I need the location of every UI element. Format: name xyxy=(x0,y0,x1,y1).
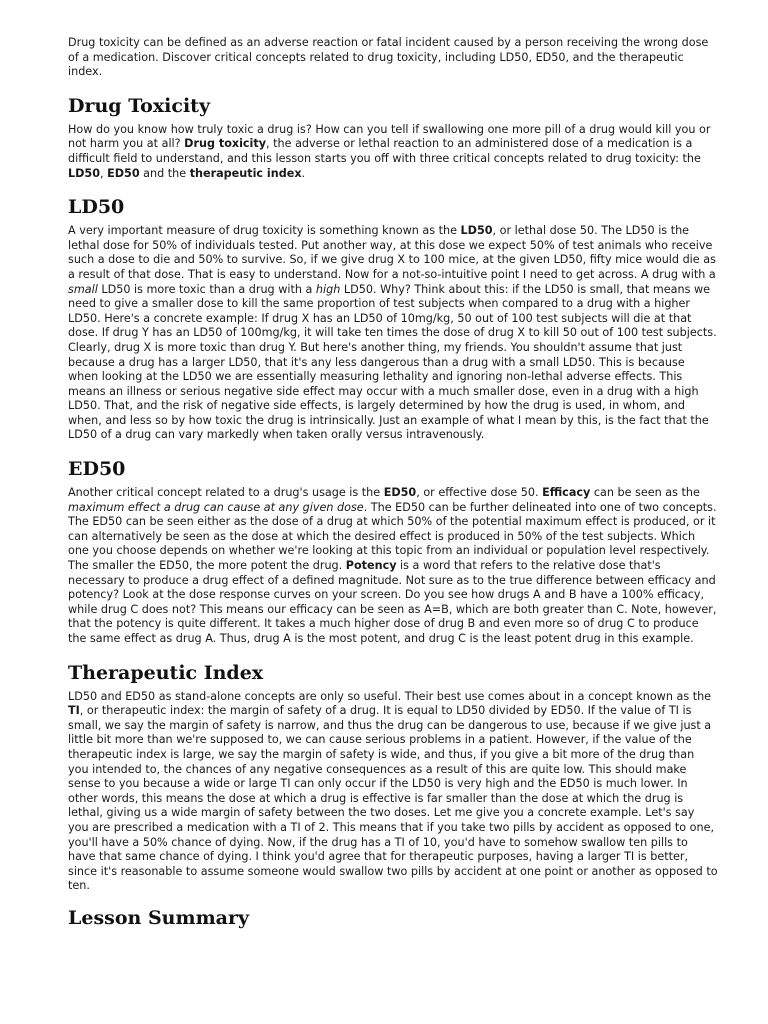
bold-term: TI xyxy=(68,704,80,718)
heading-therapeutic-index: Therapeutic Index xyxy=(68,661,264,684)
bold-term: ED50 xyxy=(107,166,140,180)
intro-paragraph: Drug toxicity can be defined as an adverse reaction or fatal incident caused by a person receiving the wrong dose of a medication. Discover critical concepts related to drug toxicity, including LD50, ED50, and the therapeutic index. xyxy=(68,36,709,79)
ed50-paragraph xyxy=(68,486,718,647)
bold-term: Potency xyxy=(345,559,397,573)
text-run: can be seen as the xyxy=(590,486,700,500)
text-run: Another critical concept related to a drug's usage is the xyxy=(68,486,384,500)
text-run: , or effective dose 50. xyxy=(416,486,543,500)
bold-term: therapeutic index xyxy=(189,166,302,180)
text-run: , xyxy=(99,166,108,180)
italic-phrase: high xyxy=(315,282,341,296)
drug-toxicity-paragraph xyxy=(68,123,718,181)
therapeutic-index-paragraph xyxy=(68,690,718,894)
text-run: . xyxy=(301,166,306,180)
text-run: , or lethal dose 50. The LD50 is the lethal dose for 50% of individuals tested. Put another way, at this dose we expect 50% of test animals who receive such a dose to die and 50% to survive. So, if we give drug X to 100 mice, at the given LD50, fifty mice would die as a result of that dose. That is easy to understand. Now for a not-so-intuitive point I need to get across. A drug with a xyxy=(68,224,716,281)
text-run: , or therapeutic index: the margin of safety of a drug. It is equal to LD50 divided by ED50. If the value of TI is small, we say the margin of safety is narrow, and thus the drug can be dangerous to use, because if we give just a little bit more than we're supposed to, we can cause serious problems in a patient. However, if the value of the therapeutic index is large, we say the margin of safety is wide, and thus, if you give a bit more of the drug than you intended to, the chances of any negative consequences as a result of this are quite low. This should make sense to you because a wide or large TI can only occur if the LD50 is very high and the ED50 is much lower. In other words, this means the dose at which a drug is effective is far smaller than the dose at which the drug is lethal, giving us a wide margin of safety between the two doses. Let me give you a concrete example. Let's say you are prescribed a medication with a TI of 2. This means that if you take two pills by accident as opposed to one, you'll have a 50% chance of dying. Now, if the drug has a TI of 10, you'd have to somehow swallow ten pills to have that same chance of dying. I think you'd agree that for therapeutic purposes, having a larger TI is better, since it's reasonable to assume someone would swallow two pills by accident at one point or another as opposed to ten. xyxy=(68,704,718,893)
text-run: and the xyxy=(139,166,190,180)
bold-term: LD50 xyxy=(460,224,493,238)
text-run: , the adverse or lethal reaction to an administered dose of a medication is a difficult field to understand, and this lesson starts you off with three critical concepts related to drug toxicity: the xyxy=(68,137,701,165)
text-run: A very important measure of drug toxicity is something known as the xyxy=(68,224,461,238)
text-run: LD50 is more toxic than a drug with a xyxy=(97,282,316,296)
italic-phrase: maximum effect a drug can cause at any given dose xyxy=(68,500,364,514)
heading-drug-toxicity: Drug Toxicity xyxy=(68,94,210,117)
text-run: LD50 and ED50 as stand-alone concepts are only so useful. Their best use comes about in a concept known as the xyxy=(68,689,712,703)
italic-phrase: small xyxy=(68,282,98,296)
bold-term: ED50 xyxy=(383,486,417,500)
bold-term: Efficacy xyxy=(542,486,591,500)
bold-term: LD50 xyxy=(68,166,100,180)
heading-ed50: ED50 xyxy=(68,458,126,481)
text-run: . The ED50 can be further delineated into one of two concepts. The ED50 can be seen either as the dose of a drug at which 50% of the potential maximum effect is produced, or it can alternatively be seen as the dose at which the desired effect is produced in 50% of the test subjects. Which one you choose depends on whether we're looking at this topic from an individual or population level respectively. The smaller the ED50, the more potent the drug. xyxy=(68,500,717,573)
heading-ld50: LD50 xyxy=(68,196,125,219)
text-run: LD50. Why? Think about this: if the LD50 is small, that means we need to give a smaller dose to kill the same proportion of test subjects when compared to a drug with a higher LD50. Here's a concrete example: If drug X has an LD50 of 10mg/kg, 50 out of 100 test subjects will die at that dose. If drug Y has an LD50 of 100mg/kg, it will take ten times the dose of drug X to kill 50 out of 100 test subjects. Clearly, drug X is more toxic than drug Y. But here's another thing, my friends. You shouldn't assume that just because a drug has a larger LD50, that it's any less dangerous than a drug with a small LD50. This is because when looking at the LD50 we are essentially measuring lethality and ignoring non-lethal adverse effects. This means an illness or serious negative side effect may occur with a much smaller dose, even in a drug with a high LD50. That, and the risk of negative side effects, is largely determined by how the drug is used, in whom, and when, and less so by how toxic the drug is intrinsically. Just an example of what I mean by this, is the fact that the LD50 of a drug can vary markedly when taken orally versus intravenously. xyxy=(68,282,717,442)
ld50-paragraph xyxy=(68,224,718,443)
text-run: How do you know how truly toxic a drug is? How can you tell if swallowing one more pill of a drug would kill you or not harm you at all? xyxy=(68,122,711,151)
text-run: is a word that refers to the relative dose that's necessary to produce a drug effect of a defined magnitude. Not sure as to the true difference between efficacy and potency? Look at the dose response curves on your screen. Do you see how drugs A and B have a 100% efficacy, while drug C does not? This means our efficacy can be seen as A=B, which are both greater than C. Note, however, that the potency is quite different. It takes a much higher dose of drug B and even more so of drug C to produce the same effect as drug A. Thus, drug A is the most potent, and drug C is the least potent drug in this example. xyxy=(68,559,717,645)
heading-lesson-summary: Lesson Summary xyxy=(68,906,250,929)
document-page xyxy=(68,36,718,930)
bold-term: Drug toxicity xyxy=(184,137,267,151)
